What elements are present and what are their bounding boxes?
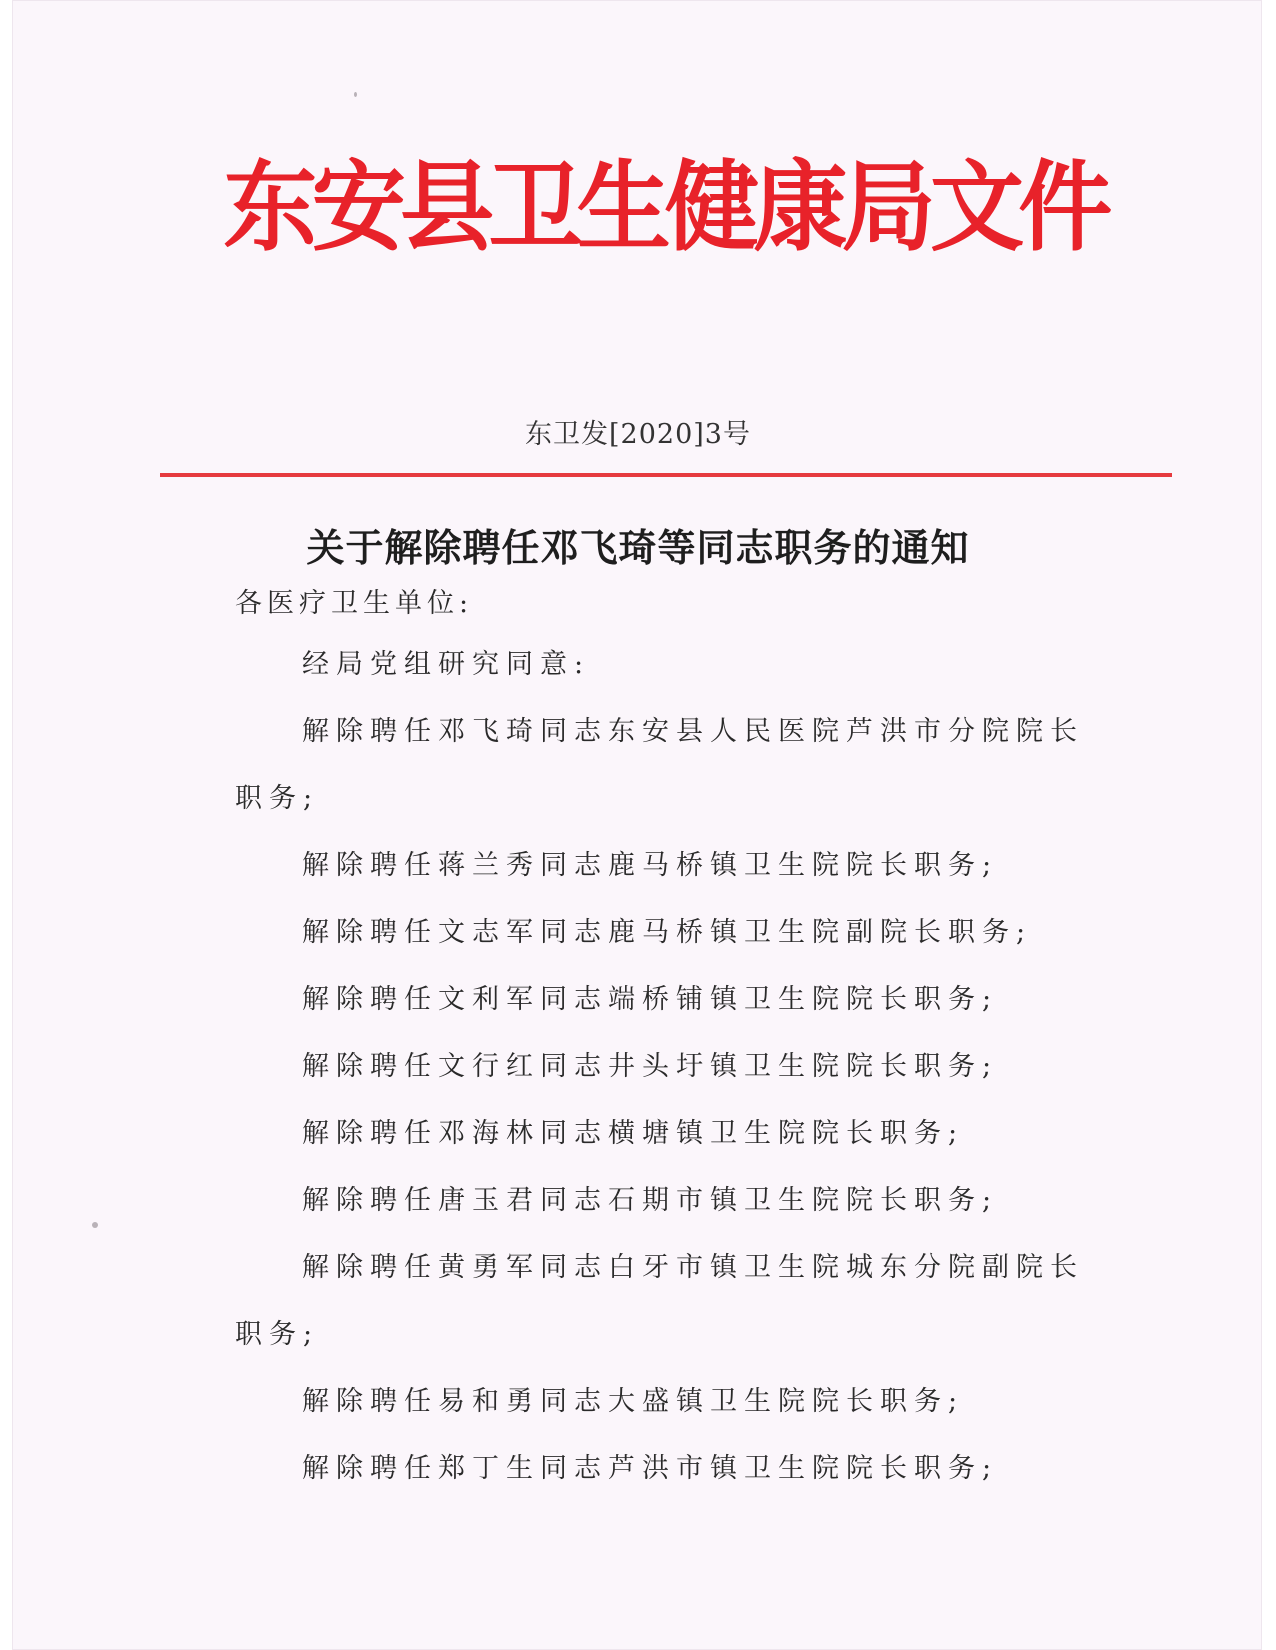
body-line-continuation: 职务; xyxy=(235,1319,320,1350)
notice-title: 关于解除聘任邓飞琦等同志职务的通知 xyxy=(306,526,970,570)
body-line: 解除聘任唐玉君同志石期市镇卫生院院长职务; xyxy=(302,1185,999,1216)
body-line-continuation: 职务; xyxy=(235,783,320,814)
body-line: 解除聘任文行红同志井头圩镇卫生院院长职务; xyxy=(302,1051,999,1082)
body-line: 解除聘任易和勇同志大盛镇卫生院院长职务; xyxy=(302,1386,965,1417)
body-line: 解除聘任邓海林同志横塘镇卫生院院长职务; xyxy=(302,1118,965,1149)
scan-speck xyxy=(354,92,357,97)
red-divider-rule xyxy=(160,473,1172,477)
scan-speck xyxy=(92,1222,98,1228)
agency-header-title: 东安县卫生健康局文件 xyxy=(223,151,1107,265)
body-line: 解除聘任邓飞琦同志东安县人民医院芦洪市分院院长 xyxy=(302,716,1084,747)
salutation: 各医疗卫生单位: xyxy=(235,588,474,619)
document-number: 东卫发[2020]3号 xyxy=(525,419,751,450)
body-line: 解除聘任文志军同志鹿马桥镇卫生院副院长职务; xyxy=(302,917,1033,948)
body-line: 解除聘任文利军同志端桥铺镇卫生院院长职务; xyxy=(302,984,999,1015)
body-line: 解除聘任黄勇军同志白牙市镇卫生院城东分院副院长 xyxy=(302,1252,1084,1283)
body-line: 解除聘任蒋兰秀同志鹿马桥镇卫生院院长职务; xyxy=(302,850,999,881)
body-line: 经局党组研究同意: xyxy=(302,649,591,680)
body-line: 解除聘任郑丁生同志芦洪市镇卫生院院长职务; xyxy=(302,1453,999,1484)
